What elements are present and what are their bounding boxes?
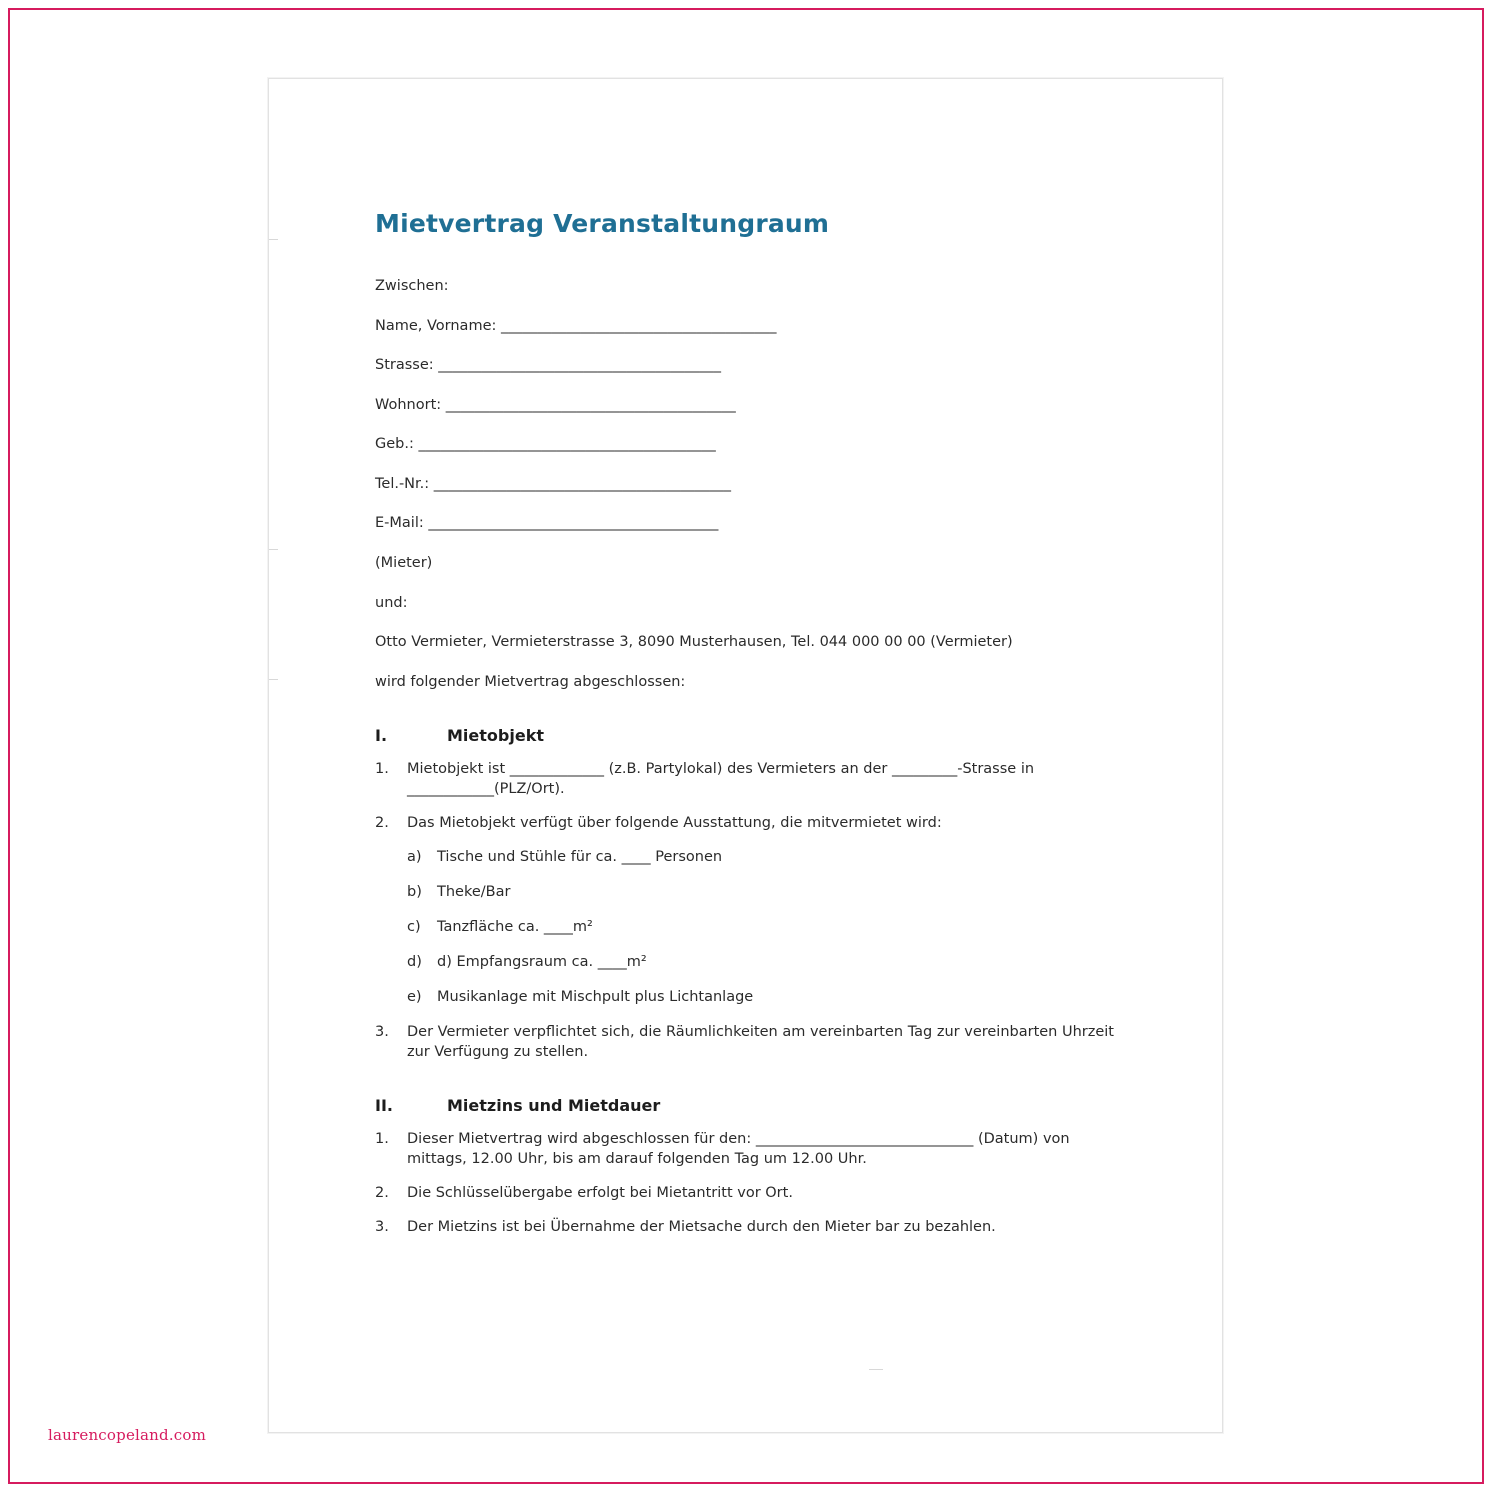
list-text: Mietobjekt ist _____________ (z.B. Partylokal) des Vermieters an der _________-Strasse in ____________(PLZ/Ort). bbox=[407, 761, 1035, 798]
list-item bbox=[375, 917, 1115, 937]
list-marker: e) bbox=[407, 989, 422, 1006]
margin-tick bbox=[869, 1369, 883, 1370]
field-birthdate: Geb.: _________________________________________ bbox=[375, 436, 716, 453]
list-item bbox=[375, 1022, 1115, 1062]
list-text: Dieser Mietvertrag wird abgeschlossen für den: ______________________________ (Datum) von mittags, 12.00 Uhr, bis am darauf folgenden Tag um 12.00 Uhr. bbox=[407, 1131, 1070, 1168]
list-item bbox=[375, 1217, 1115, 1237]
section-heading-1 bbox=[375, 726, 1115, 745]
section-heading-2 bbox=[375, 1096, 1115, 1115]
list-marker: c) bbox=[407, 919, 421, 936]
list-marker: 1. bbox=[375, 1131, 389, 1148]
list-text: Die Schlüsselübergabe erfolgt bei Mietantritt vor Ort. bbox=[407, 1185, 793, 1202]
list-text: d) Empfangsraum ca. ____m² bbox=[437, 954, 647, 971]
field-city: Wohnort: ________________________________________ bbox=[375, 396, 736, 413]
margin-tick bbox=[269, 239, 278, 240]
list-item bbox=[375, 882, 1115, 902]
list-marker: b) bbox=[407, 884, 422, 901]
list-item bbox=[375, 847, 1115, 867]
field-phone: Tel.-Nr.: _________________________________________ bbox=[375, 475, 732, 492]
list-text: Der Vermieter verpflichtet sich, die Räumlichkeiten am vereinbarten Tag zur vereinbarten Uhrzeit zur Verfügung zu stellen. bbox=[407, 1024, 1114, 1061]
list-text: Musikanlage mit Mischpult plus Lichtanlage bbox=[437, 989, 754, 1006]
watermark: laurencopeland.com bbox=[48, 1426, 207, 1444]
list-marker: 3. bbox=[375, 1219, 389, 1236]
section-title: Mietzins und Mietdauer bbox=[447, 1096, 661, 1116]
landlord-line: Otto Vermieter, Vermieterstrasse 3, 8090 Musterhausen, Tel. 044 000 00 00 (Vermieter) bbox=[375, 634, 1013, 651]
section-numeral: I. bbox=[375, 726, 388, 746]
document-sheet bbox=[268, 78, 1223, 1433]
between-label: Zwischen: bbox=[375, 278, 449, 294]
tenant-label: (Mieter) bbox=[375, 554, 433, 571]
list-marker: 2. bbox=[375, 815, 389, 832]
margin-tick bbox=[269, 549, 278, 550]
field-name: Name, Vorname: ______________________________________ bbox=[375, 317, 777, 334]
list-marker: 3. bbox=[375, 1024, 389, 1041]
document-body bbox=[375, 209, 1115, 1251]
list-item bbox=[375, 952, 1115, 972]
list-text: Tische und Stühle für ca. ____ Personen bbox=[437, 849, 723, 866]
list-item bbox=[375, 813, 1115, 833]
list-text: Theke/Bar bbox=[437, 884, 511, 901]
field-street: Strasse: _______________________________________ bbox=[375, 357, 722, 374]
page-title: Mietvertrag Veranstaltungraum bbox=[375, 209, 830, 238]
list-text: Tanzfläche ca. ____m² bbox=[437, 919, 593, 936]
list-marker: 2. bbox=[375, 1185, 389, 1202]
and-label: und: bbox=[375, 594, 408, 611]
closing-line: wird folgender Mietvertrag abgeschlossen: bbox=[375, 673, 686, 690]
equipment-sublist bbox=[375, 847, 1115, 1007]
field-email: E-Mail: ________________________________________ bbox=[375, 515, 719, 532]
list-item bbox=[375, 987, 1115, 1007]
list-marker: 1. bbox=[375, 761, 389, 778]
list-item bbox=[375, 759, 1115, 799]
list-item bbox=[375, 1183, 1115, 1203]
list-marker: d) bbox=[407, 954, 422, 971]
list-text: Das Mietobjekt verfügt über folgende Ausstattung, die mitvermietet wird: bbox=[407, 815, 942, 832]
section-numeral: II. bbox=[375, 1096, 393, 1116]
list-item bbox=[375, 1129, 1115, 1169]
section-title: Mietobjekt bbox=[447, 726, 544, 746]
margin-tick bbox=[269, 679, 278, 680]
list-text: Der Mietzins ist bei Übernahme der Mietsache durch den Mieter bar zu bezahlen. bbox=[407, 1219, 996, 1236]
page-border-frame bbox=[8, 8, 1484, 1484]
list-marker: a) bbox=[407, 849, 422, 866]
